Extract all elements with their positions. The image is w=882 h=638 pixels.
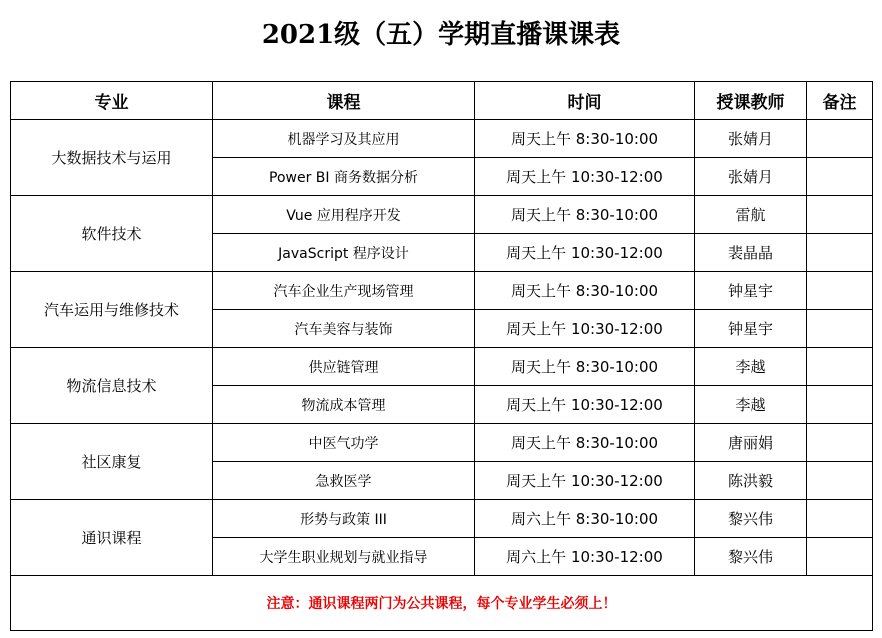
course-cell: Vue 应用程序开发: [213, 196, 475, 234]
remark-cell: [807, 272, 873, 310]
teacher-cell: 陈洪毅: [695, 462, 807, 500]
time-cell: 周天上午 8:30-10:00: [475, 120, 695, 158]
schedule-body: [11, 120, 873, 631]
remark-cell: [807, 424, 873, 462]
time-cell: 周六上午 8:30-10:00: [475, 500, 695, 538]
note-row: [11, 576, 873, 631]
schedule-table: [10, 81, 873, 631]
course-cell: JavaScript 程序设计: [213, 234, 475, 272]
teacher-cell: 钟星宇: [695, 310, 807, 348]
time-cell: 周天上午 10:30-12:00: [475, 462, 695, 500]
header-row: [11, 82, 873, 120]
course-cell: 形势与政策 III: [213, 500, 475, 538]
time-cell: 周天上午 8:30-10:00: [475, 348, 695, 386]
course-cell: 物流成本管理: [213, 386, 475, 424]
time-cell: 周天上午 10:30-12:00: [475, 234, 695, 272]
teacher-cell: 黎兴伟: [695, 500, 807, 538]
header-major: 专业: [11, 82, 213, 120]
table-row: [11, 348, 873, 386]
header-time: 时间: [475, 82, 695, 120]
teacher-cell: 黎兴伟: [695, 538, 807, 576]
table-row: [11, 424, 873, 462]
course-cell: 供应链管理: [213, 348, 475, 386]
time-cell: 周天上午 10:30-12:00: [475, 386, 695, 424]
note-text: 注意：通识课程两门为公共课程，每个专业学生必须上！: [11, 576, 873, 631]
teacher-cell: 裴晶晶: [695, 234, 807, 272]
time-cell: 周天上午 8:30-10:00: [475, 196, 695, 234]
time-cell: 周天上午 8:30-10:00: [475, 424, 695, 462]
time-cell: 周天上午 8:30-10:00: [475, 272, 695, 310]
major-cell: 大数据技术与运用: [11, 120, 213, 196]
course-cell: 急救医学: [213, 462, 475, 500]
time-cell: 周六上午 10:30-12:00: [475, 538, 695, 576]
teacher-cell: 张婧月: [695, 120, 807, 158]
course-cell: 汽车企业生产现场管理: [213, 272, 475, 310]
remark-cell: [807, 120, 873, 158]
teacher-cell: 张婧月: [695, 158, 807, 196]
remark-cell: [807, 538, 873, 576]
major-cell: 汽车运用与维修技术: [11, 272, 213, 348]
remark-cell: [807, 348, 873, 386]
remark-cell: [807, 158, 873, 196]
header-teacher: 授课教师: [695, 82, 807, 120]
teacher-cell: 雷航: [695, 196, 807, 234]
remark-cell: [807, 310, 873, 348]
remark-cell: [807, 500, 873, 538]
course-cell: 中医气功学: [213, 424, 475, 462]
time-cell: 周天上午 10:30-12:00: [475, 310, 695, 348]
major-cell: 通识课程: [11, 500, 213, 576]
page-title: 2021级（五）学期直播课课表: [261, 20, 621, 50]
teacher-cell: 唐丽娟: [695, 424, 807, 462]
course-cell: 大学生职业规划与就业指导: [213, 538, 475, 576]
table-row: [11, 120, 873, 158]
header-course: 课程: [213, 82, 475, 120]
time-cell: 周天上午 10:30-12:00: [475, 158, 695, 196]
remark-cell: [807, 196, 873, 234]
remark-cell: [807, 386, 873, 424]
major-cell: 社区康复: [11, 424, 213, 500]
major-cell: 物流信息技术: [11, 348, 213, 424]
table-row: [11, 272, 873, 310]
teacher-cell: 李越: [695, 386, 807, 424]
course-cell: Power BI 商务数据分析: [213, 158, 475, 196]
course-cell: 机器学习及其应用: [213, 120, 475, 158]
header-remark: 备注: [807, 82, 873, 120]
major-cell: 软件技术: [11, 196, 213, 272]
teacher-cell: 李越: [695, 348, 807, 386]
remark-cell: [807, 462, 873, 500]
table-row: [11, 196, 873, 234]
teacher-cell: 钟星宇: [695, 272, 807, 310]
remark-cell: [807, 234, 873, 272]
course-cell: 汽车美容与装饰: [213, 310, 475, 348]
table-row: [11, 500, 873, 538]
